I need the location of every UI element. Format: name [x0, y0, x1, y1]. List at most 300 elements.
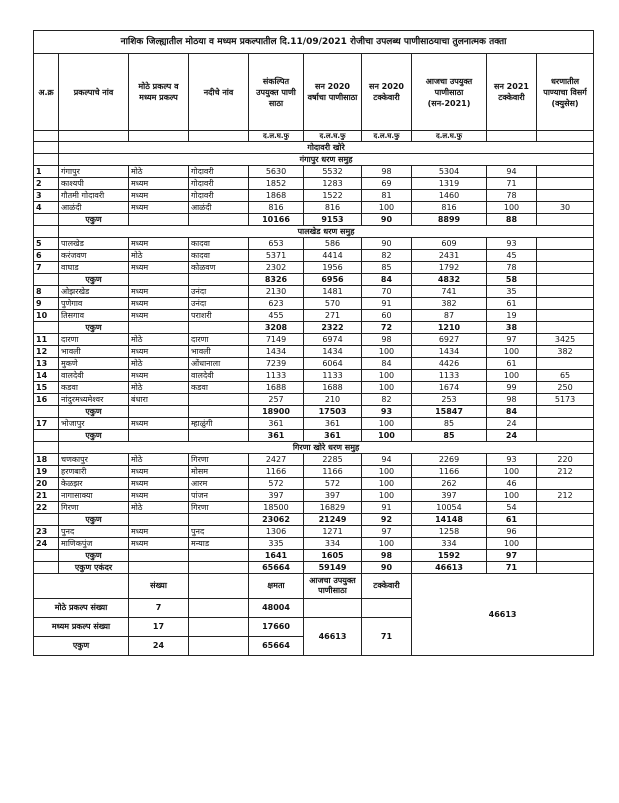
designed-cell: 2302: [249, 262, 304, 274]
designed-cell: 5630: [249, 166, 304, 178]
total-value-cell: 58: [487, 274, 537, 286]
summary-mid-count: 17: [129, 618, 189, 637]
spacer: [189, 514, 249, 526]
table-row: [34, 466, 594, 478]
percent-2021-cell: 93: [487, 454, 537, 466]
river-cell: म्हाळुंगी: [189, 418, 249, 430]
total-label: एकुण: [59, 274, 129, 286]
storage-2020-cell: 1166: [304, 466, 362, 478]
percent-2020-cell: 100: [362, 538, 412, 550]
header-type: मोठे प्रकल्प व मध्यम प्रकल्प: [129, 54, 189, 131]
table-row: [34, 310, 594, 322]
table-row: [34, 298, 594, 310]
summary-today-value: 46613: [412, 574, 594, 656]
percent-2021-cell: 97: [487, 334, 537, 346]
summary-total-label: एकुण: [34, 637, 129, 656]
river-cell: कादवा: [189, 250, 249, 262]
storage-today-cell: 334: [412, 538, 487, 550]
header-2021-percent: सन 2021 टक्केवारी: [487, 54, 537, 131]
project-type-cell: मोठे: [129, 166, 189, 178]
total-value-cell: 8326: [249, 274, 304, 286]
table-row: [34, 478, 594, 490]
designed-cell: 455: [249, 310, 304, 322]
storage-today-cell: 87: [412, 310, 487, 322]
percent-2021-cell: 24: [487, 418, 537, 430]
discharge-cell: [537, 478, 594, 490]
percent-2021-cell: 93: [487, 238, 537, 250]
project-type-cell: मोठे: [129, 358, 189, 370]
spacer: [129, 562, 189, 574]
project-type-cell: मध्यम: [129, 346, 189, 358]
percent-2020-cell: 82: [362, 250, 412, 262]
total-value-cell: 14148: [412, 514, 487, 526]
discharge-cell: [537, 166, 594, 178]
sr-cell: 1: [34, 166, 59, 178]
designed-cell: 1868: [249, 190, 304, 202]
designed-cell: 572: [249, 478, 304, 490]
storage-today-cell: 2269: [412, 454, 487, 466]
total-value-cell: 8899: [412, 214, 487, 226]
percent-2021-cell: 100: [487, 370, 537, 382]
sr-cell: 19: [34, 466, 59, 478]
summary-spacer: [189, 637, 249, 656]
percent-2020-cell: 69: [362, 178, 412, 190]
percent-2020-cell: 100: [362, 202, 412, 214]
spacer: [129, 274, 189, 286]
percent-2020-cell: 100: [362, 370, 412, 382]
storage-2020-cell: 16829: [304, 502, 362, 514]
total-value-cell: 3208: [249, 322, 304, 334]
project-type-cell: मध्यम: [129, 478, 189, 490]
discharge-cell: [537, 526, 594, 538]
designed-cell: 2427: [249, 454, 304, 466]
unit-label: द.ल.घ.फु: [362, 131, 412, 142]
designed-cell: 1434: [249, 346, 304, 358]
river-cell: वालदेवी: [189, 370, 249, 382]
basin-heading: गोदावरी खोरे: [59, 142, 594, 154]
storage-2020-cell: 816: [304, 202, 362, 214]
percent-2020-cell: 91: [362, 502, 412, 514]
total-value-cell: 38: [487, 322, 537, 334]
total-value-cell: [537, 430, 594, 442]
header-name: प्रकल्पाचे नांव: [59, 54, 129, 131]
project-type-cell: मध्यम: [129, 298, 189, 310]
total-value-cell: 6956: [304, 274, 362, 286]
designed-cell: 1688: [249, 382, 304, 394]
project-name-cell: करंजवण: [59, 250, 129, 262]
percent-2020-cell: 97: [362, 526, 412, 538]
spacer: [34, 550, 59, 562]
percent-2021-cell: 100: [487, 466, 537, 478]
designed-cell: 5371: [249, 250, 304, 262]
designed-cell: 361: [249, 418, 304, 430]
total-value-cell: 9153: [304, 214, 362, 226]
table-row: [34, 394, 594, 406]
storage-today-cell: 253: [412, 394, 487, 406]
river-cell: मन्याड: [189, 538, 249, 550]
total-value-cell: [537, 550, 594, 562]
section-spacer: [34, 142, 59, 154]
spacer: [189, 406, 249, 418]
sr-cell: 17: [34, 418, 59, 430]
river-cell: पुनद: [189, 526, 249, 538]
percent-2020-cell: 100: [362, 466, 412, 478]
percent-2021-cell: 94: [487, 166, 537, 178]
percent-2020-cell: 90: [362, 238, 412, 250]
header-2020-percent: सन 2020 टक्केवारी: [362, 54, 412, 131]
river-cell: कडवा: [189, 382, 249, 394]
total-value-cell: 361: [249, 430, 304, 442]
discharge-cell: 212: [537, 490, 594, 502]
project-type-cell: मोठे: [129, 454, 189, 466]
table-row: [34, 346, 594, 358]
storage-today-cell: 609: [412, 238, 487, 250]
project-type-cell: मध्यम: [129, 490, 189, 502]
discharge-cell: [537, 286, 594, 298]
storage-today-cell: 1258: [412, 526, 487, 538]
total-row: [34, 550, 594, 562]
storage-2020-cell: 210: [304, 394, 362, 406]
summary-spacer: [189, 599, 249, 618]
sr-cell: 21: [34, 490, 59, 502]
percent-2020-cell: 85: [362, 262, 412, 274]
table-row: [34, 526, 594, 538]
table-row: [34, 370, 594, 382]
discharge-cell: [537, 418, 594, 430]
summary-big-count: 7: [129, 599, 189, 618]
percent-2021-cell: 99: [487, 382, 537, 394]
designed-cell: 623: [249, 298, 304, 310]
header-today: आजचा उपयुक्त पाणीसाठा (सन-2021): [412, 54, 487, 131]
river-cell: उनंदा: [189, 286, 249, 298]
project-type-cell: बंधारा: [129, 394, 189, 406]
storage-2020-cell: 572: [304, 478, 362, 490]
designed-cell: 7149: [249, 334, 304, 346]
total-row: [34, 214, 594, 226]
project-type-cell: मध्यम: [129, 310, 189, 322]
sr-cell: 13: [34, 358, 59, 370]
storage-2020-cell: 1481: [304, 286, 362, 298]
discharge-cell: 3425: [537, 334, 594, 346]
project-type-cell: मध्यम: [129, 538, 189, 550]
designed-cell: 653: [249, 238, 304, 250]
discharge-cell: [537, 250, 594, 262]
total-row: [34, 514, 594, 526]
sr-cell: 18: [34, 454, 59, 466]
total-value-cell: 17503: [304, 406, 362, 418]
total-value-cell: 15847: [412, 406, 487, 418]
total-label: एकुण: [59, 430, 129, 442]
spacer: [189, 550, 249, 562]
sr-cell: 14: [34, 370, 59, 382]
water-storage-table: [33, 30, 594, 656]
summary-spacer: [189, 574, 249, 599]
storage-2020-cell: 361: [304, 418, 362, 430]
sr-cell: 22: [34, 502, 59, 514]
sr-cell: 23: [34, 526, 59, 538]
total-value-cell: 18900: [249, 406, 304, 418]
spacer: [129, 322, 189, 334]
spacer: [34, 214, 59, 226]
percent-2021-cell: 61: [487, 298, 537, 310]
storage-today-cell: 1792: [412, 262, 487, 274]
percent-2021-cell: 100: [487, 202, 537, 214]
storage-2020-cell: 6974: [304, 334, 362, 346]
total-value-cell: 1210: [412, 322, 487, 334]
project-name-cell: वालदेवी: [59, 370, 129, 382]
river-cell: ओंधानाला: [189, 358, 249, 370]
summary-today-header: आजचा उपयुक्त पाणीसाठा: [304, 574, 362, 599]
total-value-cell: 24: [487, 430, 537, 442]
percent-2021-cell: 98: [487, 394, 537, 406]
project-name-cell: पालखेड: [59, 238, 129, 250]
percent-2020-cell: 100: [362, 478, 412, 490]
group-heading: गंगापुर धरण समुह: [59, 154, 594, 166]
designed-cell: 18500: [249, 502, 304, 514]
summary-spacer: [304, 599, 362, 618]
river-cell: मोसम: [189, 466, 249, 478]
storage-today-cell: 5304: [412, 166, 487, 178]
storage-today-cell: 4426: [412, 358, 487, 370]
storage-today-cell: 382: [412, 298, 487, 310]
percent-2020-cell: 100: [362, 382, 412, 394]
spacer: [34, 322, 59, 334]
project-type-cell: मोठे: [129, 250, 189, 262]
table-row: [34, 358, 594, 370]
river-cell: पराशरी: [189, 310, 249, 322]
river-cell: [189, 394, 249, 406]
total-row: [34, 274, 594, 286]
header-designed: संकल्पित उपयुक्त पाणी साठा: [249, 54, 304, 131]
total-value-cell: 21249: [304, 514, 362, 526]
total-label: एकुण: [59, 406, 129, 418]
total-value-cell: 46613: [412, 562, 487, 574]
summary-big-label: मोठे प्रकल्प संख्या: [34, 599, 129, 618]
table-row: [34, 238, 594, 250]
spacer: [189, 274, 249, 286]
unit-label: द.ल.घ.फु: [249, 131, 304, 142]
percent-2020-cell: 91: [362, 298, 412, 310]
designed-cell: 816: [249, 202, 304, 214]
summary-big-capacity: 48004: [249, 599, 304, 618]
percent-2021-cell: 46: [487, 478, 537, 490]
summary-spacer: [189, 618, 249, 637]
discharge-cell: [537, 178, 594, 190]
project-name-cell: काश्यपी: [59, 178, 129, 190]
spacer: [189, 562, 249, 574]
storage-2020-cell: 397: [304, 490, 362, 502]
spacer: [34, 430, 59, 442]
total-row: [34, 430, 594, 442]
total-value-cell: 98: [362, 550, 412, 562]
header-discharge: धरणातील पाण्याचा विसर्ग (क्युसेस): [537, 54, 594, 131]
storage-today-cell: 1319: [412, 178, 487, 190]
project-name-cell: माणिकपुंज: [59, 538, 129, 550]
total-value-cell: 361: [304, 430, 362, 442]
percent-2021-cell: 19: [487, 310, 537, 322]
river-cell: गोदावरी: [189, 190, 249, 202]
designed-cell: 1133: [249, 370, 304, 382]
table-row: [34, 418, 594, 430]
sr-cell: 24: [34, 538, 59, 550]
spacer: [129, 214, 189, 226]
header-2020: सन 2020 वर्षाचा पाणीसाठा: [304, 54, 362, 131]
total-value-cell: 1592: [412, 550, 487, 562]
sr-cell: 6: [34, 250, 59, 262]
section-spacer: [34, 226, 59, 238]
discharge-cell: 5173: [537, 394, 594, 406]
percent-2021-cell: 100: [487, 538, 537, 550]
total-value-cell: [537, 406, 594, 418]
designed-cell: 397: [249, 490, 304, 502]
storage-2020-cell: 1522: [304, 190, 362, 202]
total-row: [34, 322, 594, 334]
total-label: एकुण: [59, 514, 129, 526]
table-row: [34, 250, 594, 262]
storage-2020-cell: 1283: [304, 178, 362, 190]
discharge-cell: 382: [537, 346, 594, 358]
total-value-cell: [537, 514, 594, 526]
total-label: एकुण: [59, 214, 129, 226]
total-value-cell: 93: [362, 406, 412, 418]
discharge-cell: [537, 502, 594, 514]
summary-mid-label: मध्यम प्रकल्प संख्या: [34, 618, 129, 637]
table-row: [34, 382, 594, 394]
storage-2020-cell: 1271: [304, 526, 362, 538]
table-row: [34, 178, 594, 190]
table-row: [34, 538, 594, 550]
project-name-cell: आळंदी: [59, 202, 129, 214]
sr-cell: 7: [34, 262, 59, 274]
total-value-cell: [537, 214, 594, 226]
percent-2020-cell: 100: [362, 490, 412, 502]
discharge-cell: [537, 238, 594, 250]
sr-cell: 12: [34, 346, 59, 358]
project-name-cell: दारणा: [59, 334, 129, 346]
storage-today-cell: 397: [412, 490, 487, 502]
river-cell: पांजन: [189, 490, 249, 502]
storage-today-cell: 741: [412, 286, 487, 298]
summary-percent-header: टक्केवारी: [362, 574, 412, 599]
project-name-cell: पुनद: [59, 526, 129, 538]
sr-cell: 3: [34, 190, 59, 202]
group-heading: गिरणा खोरे धरण समुह: [59, 442, 594, 454]
sr-cell: 9: [34, 298, 59, 310]
project-type-cell: मध्यम: [129, 262, 189, 274]
table-row: [34, 490, 594, 502]
storage-today-cell: 1434: [412, 346, 487, 358]
percent-2020-cell: 98: [362, 166, 412, 178]
summary-spacer: [362, 599, 412, 618]
table-title: नाशिक जिल्ह्यातील मोठया व मध्यम प्रकल्पातील दि.11/09/2021 रोजीचा उपलब्ध पाणीसाठयाचा तुलनात्मक तक्ता: [34, 31, 594, 54]
total-value-cell: [537, 322, 594, 334]
river-cell: आरम: [189, 478, 249, 490]
total-value-cell: 85: [412, 430, 487, 442]
percent-2020-cell: 98: [362, 334, 412, 346]
total-value-cell: 65664: [249, 562, 304, 574]
summary-total-capacity: 65664: [249, 637, 304, 656]
sr-cell: 10: [34, 310, 59, 322]
percent-2021-cell: 45: [487, 250, 537, 262]
sr-cell: 5: [34, 238, 59, 250]
designed-cell: 257: [249, 394, 304, 406]
summary-today: 46613: [304, 618, 362, 656]
project-name-cell: हरणबारी: [59, 466, 129, 478]
total-value-cell: 88: [487, 214, 537, 226]
spacer: [189, 430, 249, 442]
project-type-cell: मोठे: [129, 502, 189, 514]
river-cell: गिरणा: [189, 502, 249, 514]
total-label: एकुण: [59, 550, 129, 562]
sr-cell: 15: [34, 382, 59, 394]
table-row: [34, 286, 594, 298]
total-value-cell: 2322: [304, 322, 362, 334]
group-heading: पालखेड धरण समुह: [59, 226, 594, 238]
percent-2020-cell: 100: [362, 346, 412, 358]
project-name-cell: गंगापुर: [59, 166, 129, 178]
table-row: [34, 454, 594, 466]
project-name-cell: गौतमी गोदावरी: [59, 190, 129, 202]
project-type-cell: मोठे: [129, 334, 189, 346]
storage-2020-cell: 5532: [304, 166, 362, 178]
designed-cell: 335: [249, 538, 304, 550]
header-sr: अ.क्र: [34, 54, 59, 131]
table-row: [34, 166, 594, 178]
project-name-cell: मुकणे: [59, 358, 129, 370]
percent-2020-cell: 60: [362, 310, 412, 322]
total-value-cell: 92: [362, 514, 412, 526]
storage-2020-cell: 6064: [304, 358, 362, 370]
storage-today-cell: 2431: [412, 250, 487, 262]
comparison-sheet: [33, 30, 593, 656]
table-row: [34, 190, 594, 202]
sr-cell: 16: [34, 394, 59, 406]
discharge-cell: [537, 358, 594, 370]
table-row: [34, 202, 594, 214]
total-label: एकुण: [59, 322, 129, 334]
percent-2020-cell: 70: [362, 286, 412, 298]
spacer: [129, 550, 189, 562]
percent-2020-cell: 84: [362, 358, 412, 370]
summary-percent: 71: [362, 618, 412, 656]
project-type-cell: मध्यम: [129, 202, 189, 214]
table-row: [34, 502, 594, 514]
percent-2021-cell: 61: [487, 358, 537, 370]
storage-2020-cell: 334: [304, 538, 362, 550]
storage-today-cell: 1133: [412, 370, 487, 382]
total-value-cell: 61: [487, 514, 537, 526]
project-type-cell: मध्यम: [129, 190, 189, 202]
total-value-cell: 59149: [304, 562, 362, 574]
summary-count-header: संख्या: [129, 574, 189, 599]
project-name-cell: ओझरखेड: [59, 286, 129, 298]
project-type-cell: मध्यम: [129, 178, 189, 190]
project-name-cell: पुणेगाव: [59, 298, 129, 310]
storage-today-cell: 262: [412, 478, 487, 490]
total-value-cell: 90: [362, 562, 412, 574]
summary-mid-capacity: 17660: [249, 618, 304, 637]
total-value-cell: 71: [487, 562, 537, 574]
spacer: [129, 406, 189, 418]
spacer: [129, 430, 189, 442]
total-value-cell: 1605: [304, 550, 362, 562]
river-cell: आळंदी: [189, 202, 249, 214]
designed-cell: 1852: [249, 178, 304, 190]
spacer: [34, 562, 59, 574]
river-cell: कादवा: [189, 238, 249, 250]
project-name-cell: गिरणा: [59, 502, 129, 514]
percent-2020-cell: 81: [362, 190, 412, 202]
